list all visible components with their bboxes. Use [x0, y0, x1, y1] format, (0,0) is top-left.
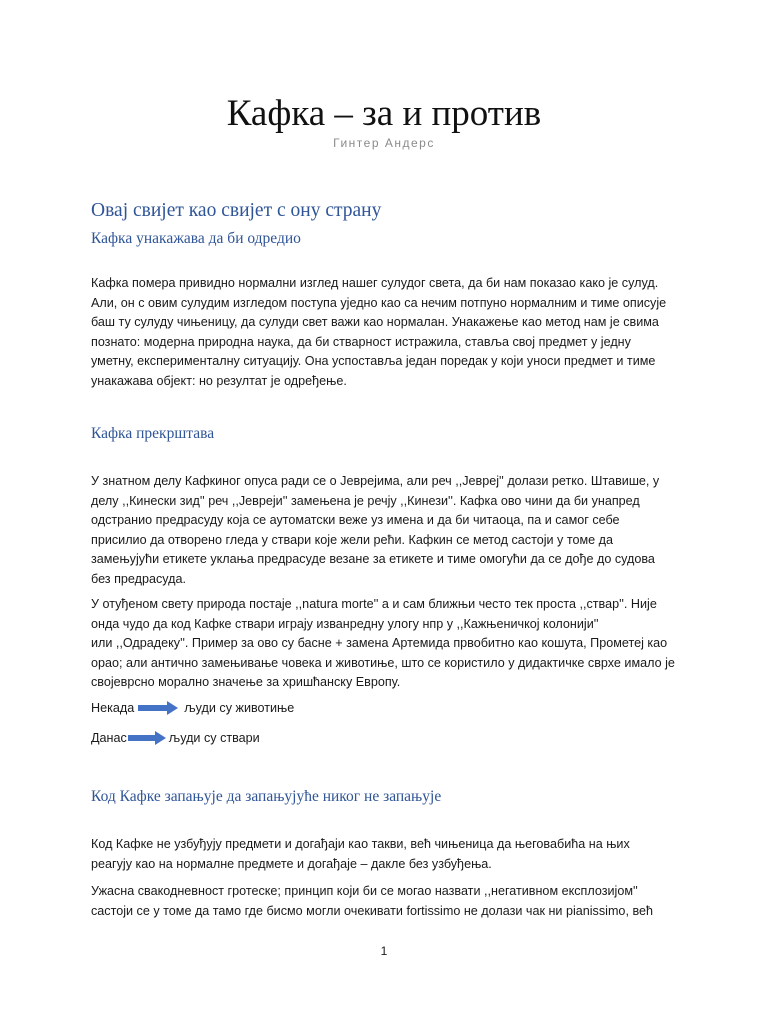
paragraph: Кафка помера привидно нормални изглед нашег сулудог света, да би нам показао како је сулуд. Али, он с овим сулудим изгледом поступа уједно као са нечим потпуно нормалним и тиме описује баш ту сулуду чињеницу, да сулуди свет важи као нормалан. Унакажење као метод нам је свима познато: модерна природна наука, да би стварност истражила, ставља свој предмет у једну уметну, експерименталну ситуацију. Она успоставља један поредак у који уноси предмет и тиме унакажава објект: но резултат је одређење.: [91, 276, 667, 388]
section-heading-3: Код Кафке запањује да запањујуће никог не запањује: [91, 788, 442, 805]
document-author: Гинтер Андерс: [333, 136, 435, 150]
arrow-from-label: Некада: [91, 701, 135, 715]
arrow-row-then: [91, 698, 294, 718]
document-title: Кафка – за и против: [226, 93, 542, 134]
right-arrow-icon: [128, 731, 166, 745]
paragraph: Код Кафке не узбуђују предмети и догађаји као такви, већ чињеница да његовабића на њих реагују као на нормалне предмете и догађаје – дакле без узбуђења.: [91, 837, 630, 871]
paragraph: У знатном делу Кафкиног опуса ради се о Јеврејима, али реч ,,Јеврej'' долази ретко. Штавише, у делу ,,Кинески зид'' реч ,,Јевреји'' замењена је речју ,,Кинези''. Кафка ово чини да би унапред одстранио предрасуду која се аутоматски веже уз имена и да би читаоца, па и самог себе присилио да отворено гледа у ствари које жели рећи. Кафкин се метод састоји у томе да замењујући етикете уклања предрасуде везане за етикете и тиме омогући да се дође до судова без предрасуда.: [91, 474, 660, 586]
section-heading-2: Кафка прекрштава: [91, 425, 215, 442]
paragraph: У отуђеном свету природа постаје ,,natura morte'' а и сам ближњи често тек проста ,,ствар''. Није онда чудо да код Кафке ствари играју изванредну улогу нпр у ,,Кажњеничкој колонији'' или ,,Одрадеку''. Пример за ово су басне + замена Артемида првобитно као кошута, Прометеј као орао; али антично замењивање човека и животиње, што се користило у дидактичке сврхе имало је својеврсно морално значење за хришћанску Европу.: [91, 597, 675, 689]
right-arrow-icon: [138, 701, 178, 715]
chapter-heading: Овај свијет као свијет с ону страну: [91, 200, 382, 221]
arrow-from-label: Данас: [91, 731, 127, 745]
arrow-row-now: [91, 728, 260, 748]
arrow-to-label: људи су ствари: [168, 731, 260, 745]
arrow-to-label: људи су животиње: [184, 701, 295, 715]
page-number: 1: [380, 944, 388, 958]
section-heading-1: Кафка унакажава да би одредио: [91, 230, 301, 247]
paragraph: Ужасна свакодневност гротеске; принцип који би се могао назвати ,,негативном експлозијом'' састоји се у томе да тамо где бисмо могли очекивати fortissimo не долази чак ни pianissimo, већ: [91, 884, 653, 918]
